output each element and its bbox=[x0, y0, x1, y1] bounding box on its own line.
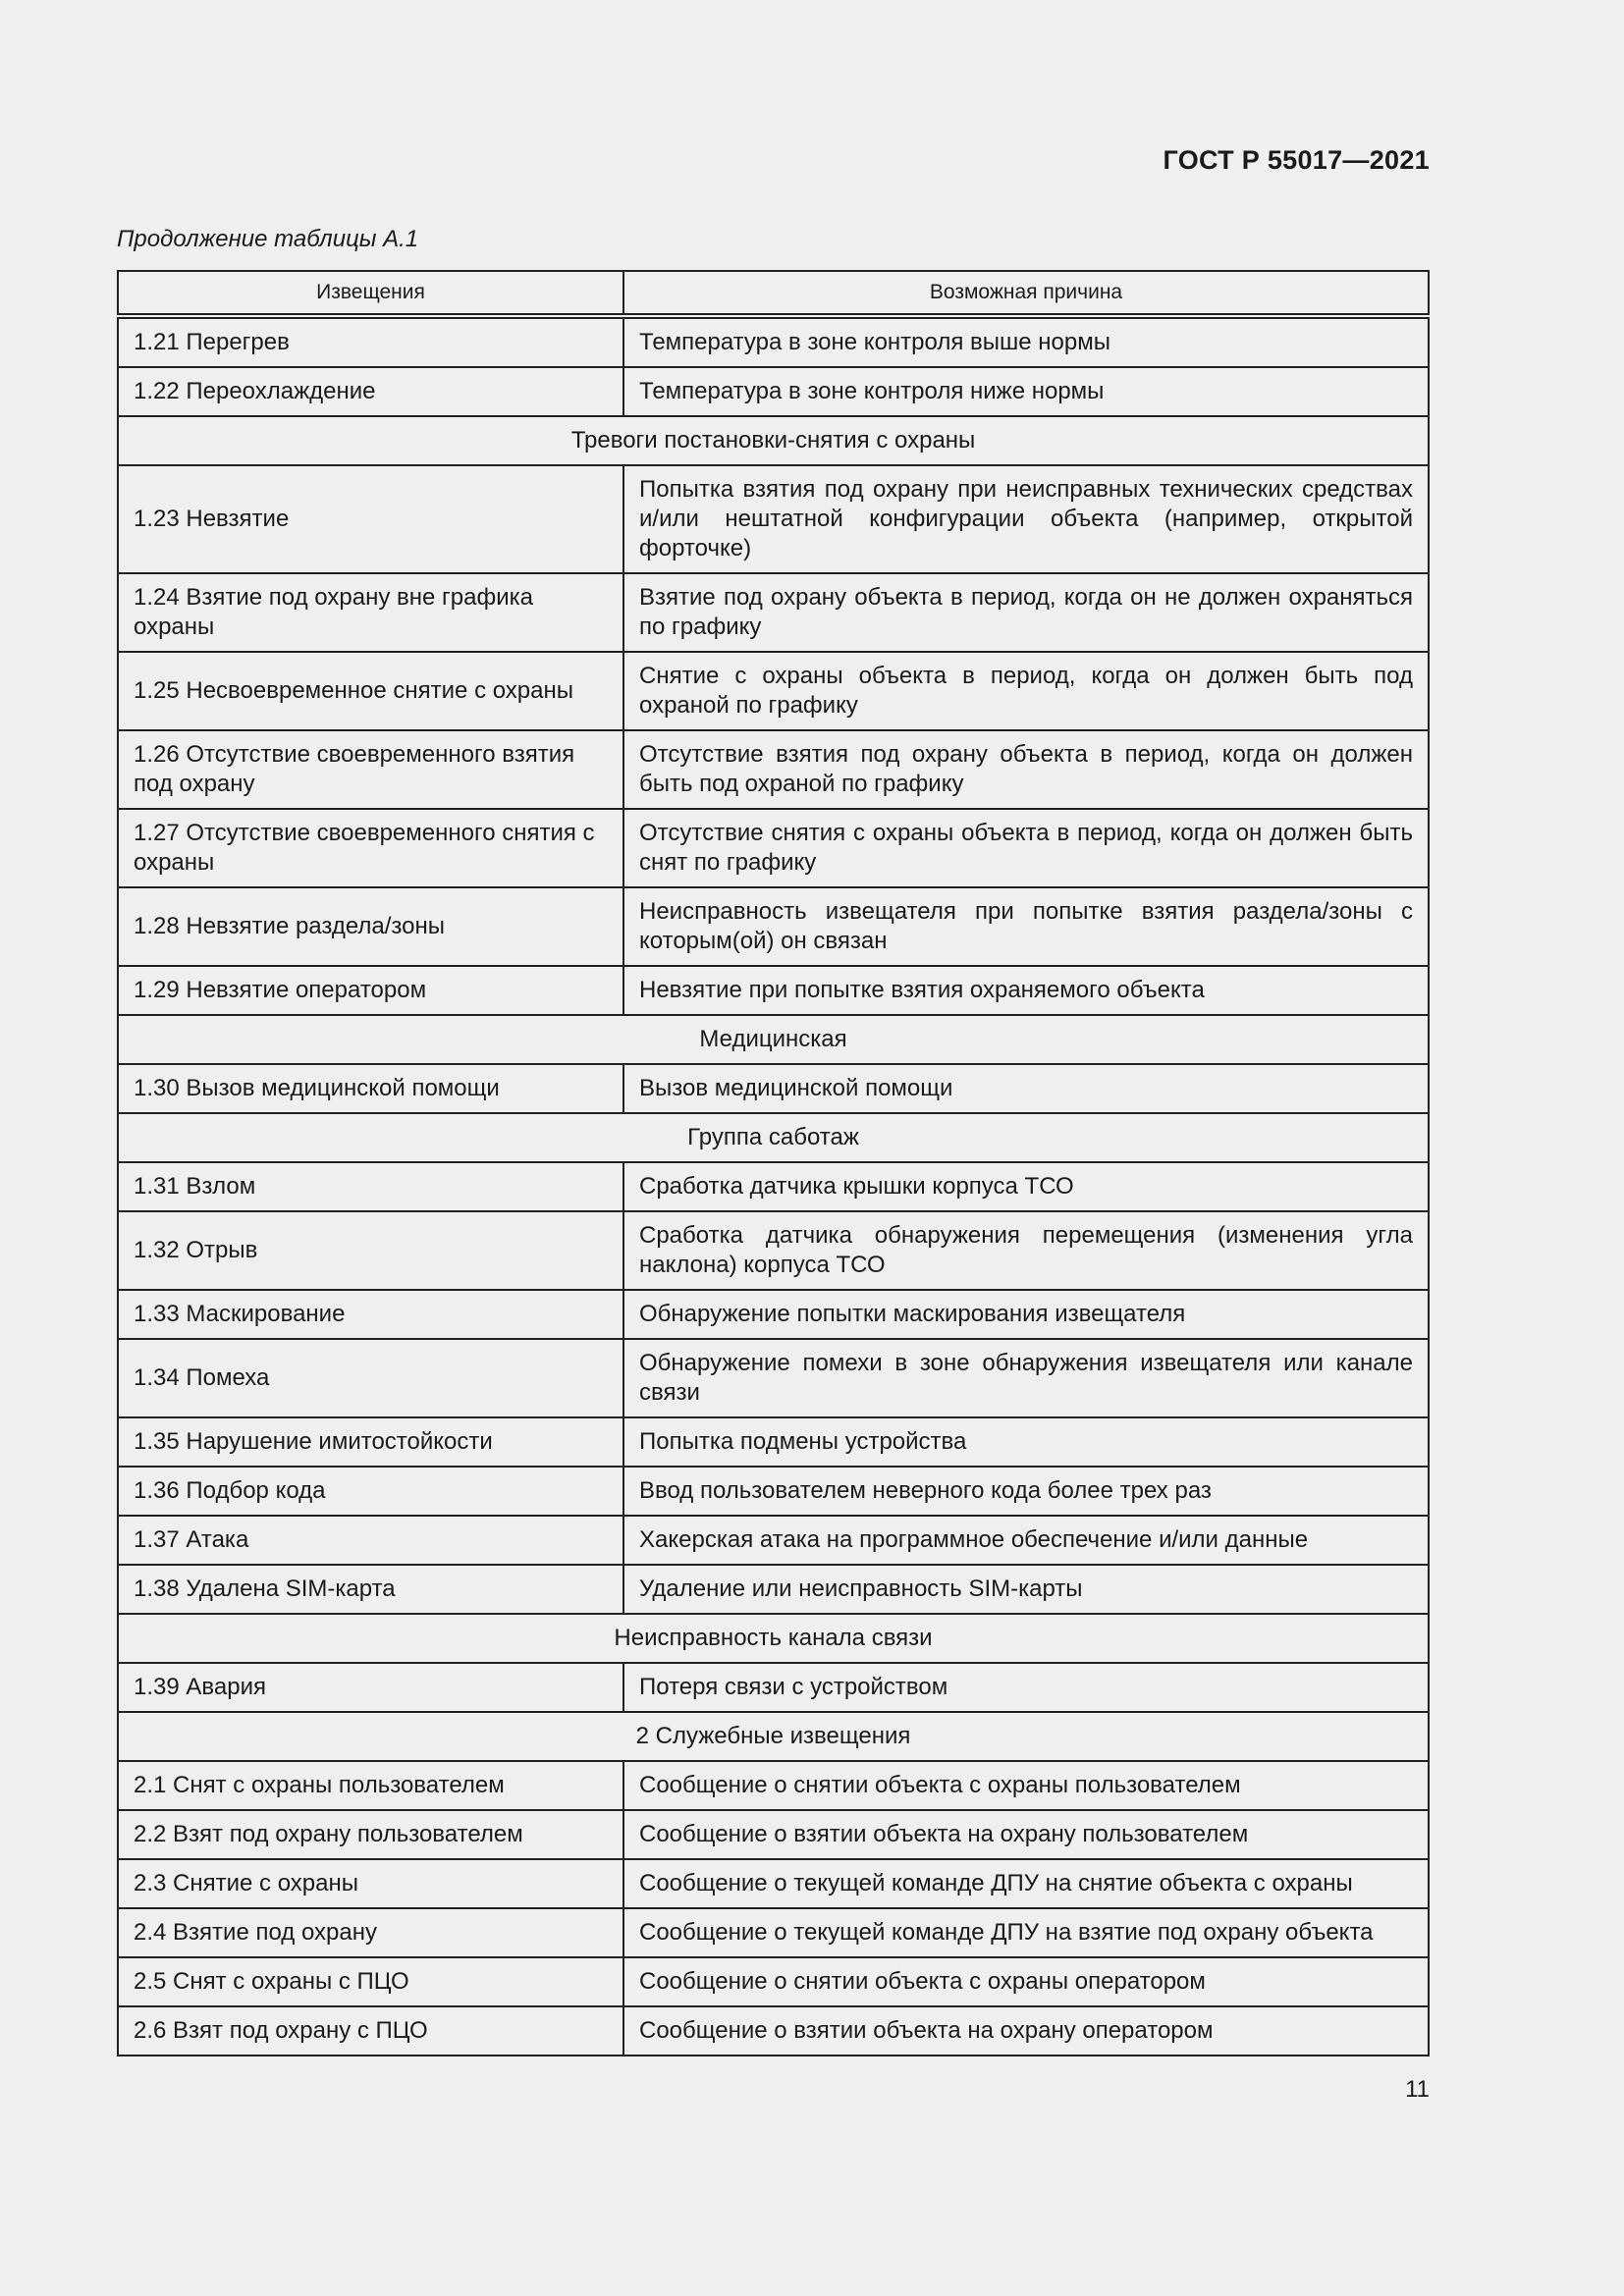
possible-cause: Температура в зоне контроля выше нормы bbox=[623, 316, 1429, 367]
document-code: ГОСТ Р 55017—2021 bbox=[1163, 145, 1430, 175]
possible-cause: Вызов медицинской помощи bbox=[623, 1064, 1429, 1113]
notification-name: 2.1 Снят с охраны пользователем bbox=[118, 1761, 623, 1810]
section-row bbox=[118, 1712, 1429, 1761]
possible-cause: Сработка датчика обнаружения перемещения (изменения угла наклона) корпуса ТСО bbox=[623, 1211, 1429, 1290]
possible-cause: Взятие под охрану объекта в период, когда он не должен охраняться по графику bbox=[623, 573, 1429, 652]
table-row bbox=[118, 1908, 1429, 1957]
section-title: Группа саботаж bbox=[118, 1113, 1429, 1162]
table-row bbox=[118, 1810, 1429, 1859]
section-title: Неисправность канала связи bbox=[118, 1614, 1429, 1663]
table-row bbox=[118, 809, 1429, 887]
table-row bbox=[118, 316, 1429, 367]
section-row bbox=[118, 416, 1429, 465]
possible-cause: Сообщение о взятии объекта на охрану оператором bbox=[623, 2006, 1429, 2056]
notification-name: 2.3 Снятие с охраны bbox=[118, 1859, 623, 1908]
notification-name: 1.24 Взятие под охрану вне графика охраны bbox=[118, 573, 623, 652]
possible-cause: Ввод пользователем неверного кода более трех раз bbox=[623, 1467, 1429, 1516]
possible-cause: Отсутствие взятия под охрану объекта в период, когда он должен быть под охраной по графику bbox=[623, 730, 1429, 809]
column-header-possible-cause: Возможная причина bbox=[623, 271, 1429, 316]
notification-name: 2.6 Взят под охрану с ПЦО bbox=[118, 2006, 623, 2056]
table-row bbox=[118, 1290, 1429, 1339]
possible-cause: Снятие с охраны объекта в период, когда он должен быть под охраной по графику bbox=[623, 652, 1429, 730]
notification-name: 1.36 Подбор кода bbox=[118, 1467, 623, 1516]
table-row bbox=[118, 1957, 1429, 2006]
notification-name: 2.4 Взятие под охрану bbox=[118, 1908, 623, 1957]
table-row bbox=[118, 1859, 1429, 1908]
table-row bbox=[118, 465, 1429, 573]
notification-name: 1.30 Вызов медицинской помощи bbox=[118, 1064, 623, 1113]
possible-cause: Хакерская атака на программное обеспечение и/или данные bbox=[623, 1516, 1429, 1565]
notification-name: 1.39 Авария bbox=[118, 1663, 623, 1712]
notification-name: 1.29 Невзятие оператором bbox=[118, 966, 623, 1015]
notification-name: 1.25 Несвоевременное снятие с охраны bbox=[118, 652, 623, 730]
table-row bbox=[118, 1211, 1429, 1290]
notification-name: 1.28 Невзятие раздела/зоны bbox=[118, 887, 623, 966]
possible-cause: Удаление или неисправность SIM-карты bbox=[623, 1565, 1429, 1614]
notification-name: 2.2 Взят под охрану пользователем bbox=[118, 1810, 623, 1859]
table-caption: Продолжение таблицы А.1 bbox=[117, 226, 419, 252]
table-body bbox=[118, 316, 1429, 2056]
possible-cause: Сообщение о взятии объекта на охрану пользователем bbox=[623, 1810, 1429, 1859]
table-row bbox=[118, 887, 1429, 966]
notification-name: 1.34 Помеха bbox=[118, 1339, 623, 1417]
notification-name: 1.22 Переохлаждение bbox=[118, 367, 623, 416]
table-row bbox=[118, 1761, 1429, 1810]
table-row bbox=[118, 966, 1429, 1015]
notification-name: 1.27 Отсутствие своевременного снятия с охраны bbox=[118, 809, 623, 887]
section-row bbox=[118, 1015, 1429, 1064]
possible-cause: Обнаружение помехи в зоне обнаружения извещателя или канале связи bbox=[623, 1339, 1429, 1417]
table-row bbox=[118, 573, 1429, 652]
table-row bbox=[118, 1417, 1429, 1467]
possible-cause: Попытка подмены устройства bbox=[623, 1417, 1429, 1467]
possible-cause: Неисправность извещателя при попытке взятия раздела/зоны с которым(ой) он связан bbox=[623, 887, 1429, 966]
table-row bbox=[118, 1663, 1429, 1712]
possible-cause: Сообщение о текущей команде ДПУ на взятие под охрану объекта bbox=[623, 1908, 1429, 1957]
notification-name: 1.32 Отрыв bbox=[118, 1211, 623, 1290]
table-row bbox=[118, 730, 1429, 809]
table-row bbox=[118, 652, 1429, 730]
notification-name: 1.38 Удалена SIM-карта bbox=[118, 1565, 623, 1614]
notification-name: 1.33 Маскирование bbox=[118, 1290, 623, 1339]
possible-cause: Сработка датчика крышки корпуса ТСО bbox=[623, 1162, 1429, 1211]
notification-name: 1.21 Перегрев bbox=[118, 316, 623, 367]
notifications-table bbox=[117, 270, 1430, 2056]
section-row bbox=[118, 1614, 1429, 1663]
table-header-row bbox=[118, 271, 1429, 316]
table-row bbox=[118, 367, 1429, 416]
possible-cause: Сообщение о снятии объекта с охраны пользователем bbox=[623, 1761, 1429, 1810]
table-row bbox=[118, 1064, 1429, 1113]
notification-name: 1.26 Отсутствие своевременного взятия под охрану bbox=[118, 730, 623, 809]
table-row bbox=[118, 1565, 1429, 1614]
notification-name: 1.37 Атака bbox=[118, 1516, 623, 1565]
notification-name: 1.31 Взлом bbox=[118, 1162, 623, 1211]
possible-cause: Отсутствие снятия с охраны объекта в период, когда он должен быть снят по графику bbox=[623, 809, 1429, 887]
possible-cause: Сообщение о текущей команде ДПУ на снятие объекта с охраны bbox=[623, 1859, 1429, 1908]
column-header-notifications: Извещения bbox=[118, 271, 623, 316]
possible-cause: Потеря связи с устройством bbox=[623, 1663, 1429, 1712]
possible-cause: Температура в зоне контроля ниже нормы bbox=[623, 367, 1429, 416]
table-row bbox=[118, 1162, 1429, 1211]
table-row bbox=[118, 1467, 1429, 1516]
section-title: Тревоги постановки-снятия с охраны bbox=[118, 416, 1429, 465]
table-row bbox=[118, 2006, 1429, 2056]
table-row bbox=[118, 1339, 1429, 1417]
possible-cause: Обнаружение попытки маскирования извещателя bbox=[623, 1290, 1429, 1339]
table-row bbox=[118, 1516, 1429, 1565]
possible-cause: Невзятие при попытке взятия охраняемого объекта bbox=[623, 966, 1429, 1015]
section-row bbox=[118, 1113, 1429, 1162]
section-title: Медицинская bbox=[118, 1015, 1429, 1064]
possible-cause: Сообщение о снятии объекта с охраны оператором bbox=[623, 1957, 1429, 2006]
section-title: 2 Служебные извещения bbox=[118, 1712, 1429, 1761]
notification-name: 1.23 Невзятие bbox=[118, 465, 623, 573]
page-number: 11 bbox=[1405, 2076, 1430, 2103]
possible-cause: Попытка взятия под охрану при неисправных технических средствах и/или нештатной конфигурации объекта (например, открытой форточке) bbox=[623, 465, 1429, 573]
notification-name: 1.35 Нарушение имитостойкости bbox=[118, 1417, 623, 1467]
notification-name: 2.5 Снят с охраны с ПЦО bbox=[118, 1957, 623, 2006]
